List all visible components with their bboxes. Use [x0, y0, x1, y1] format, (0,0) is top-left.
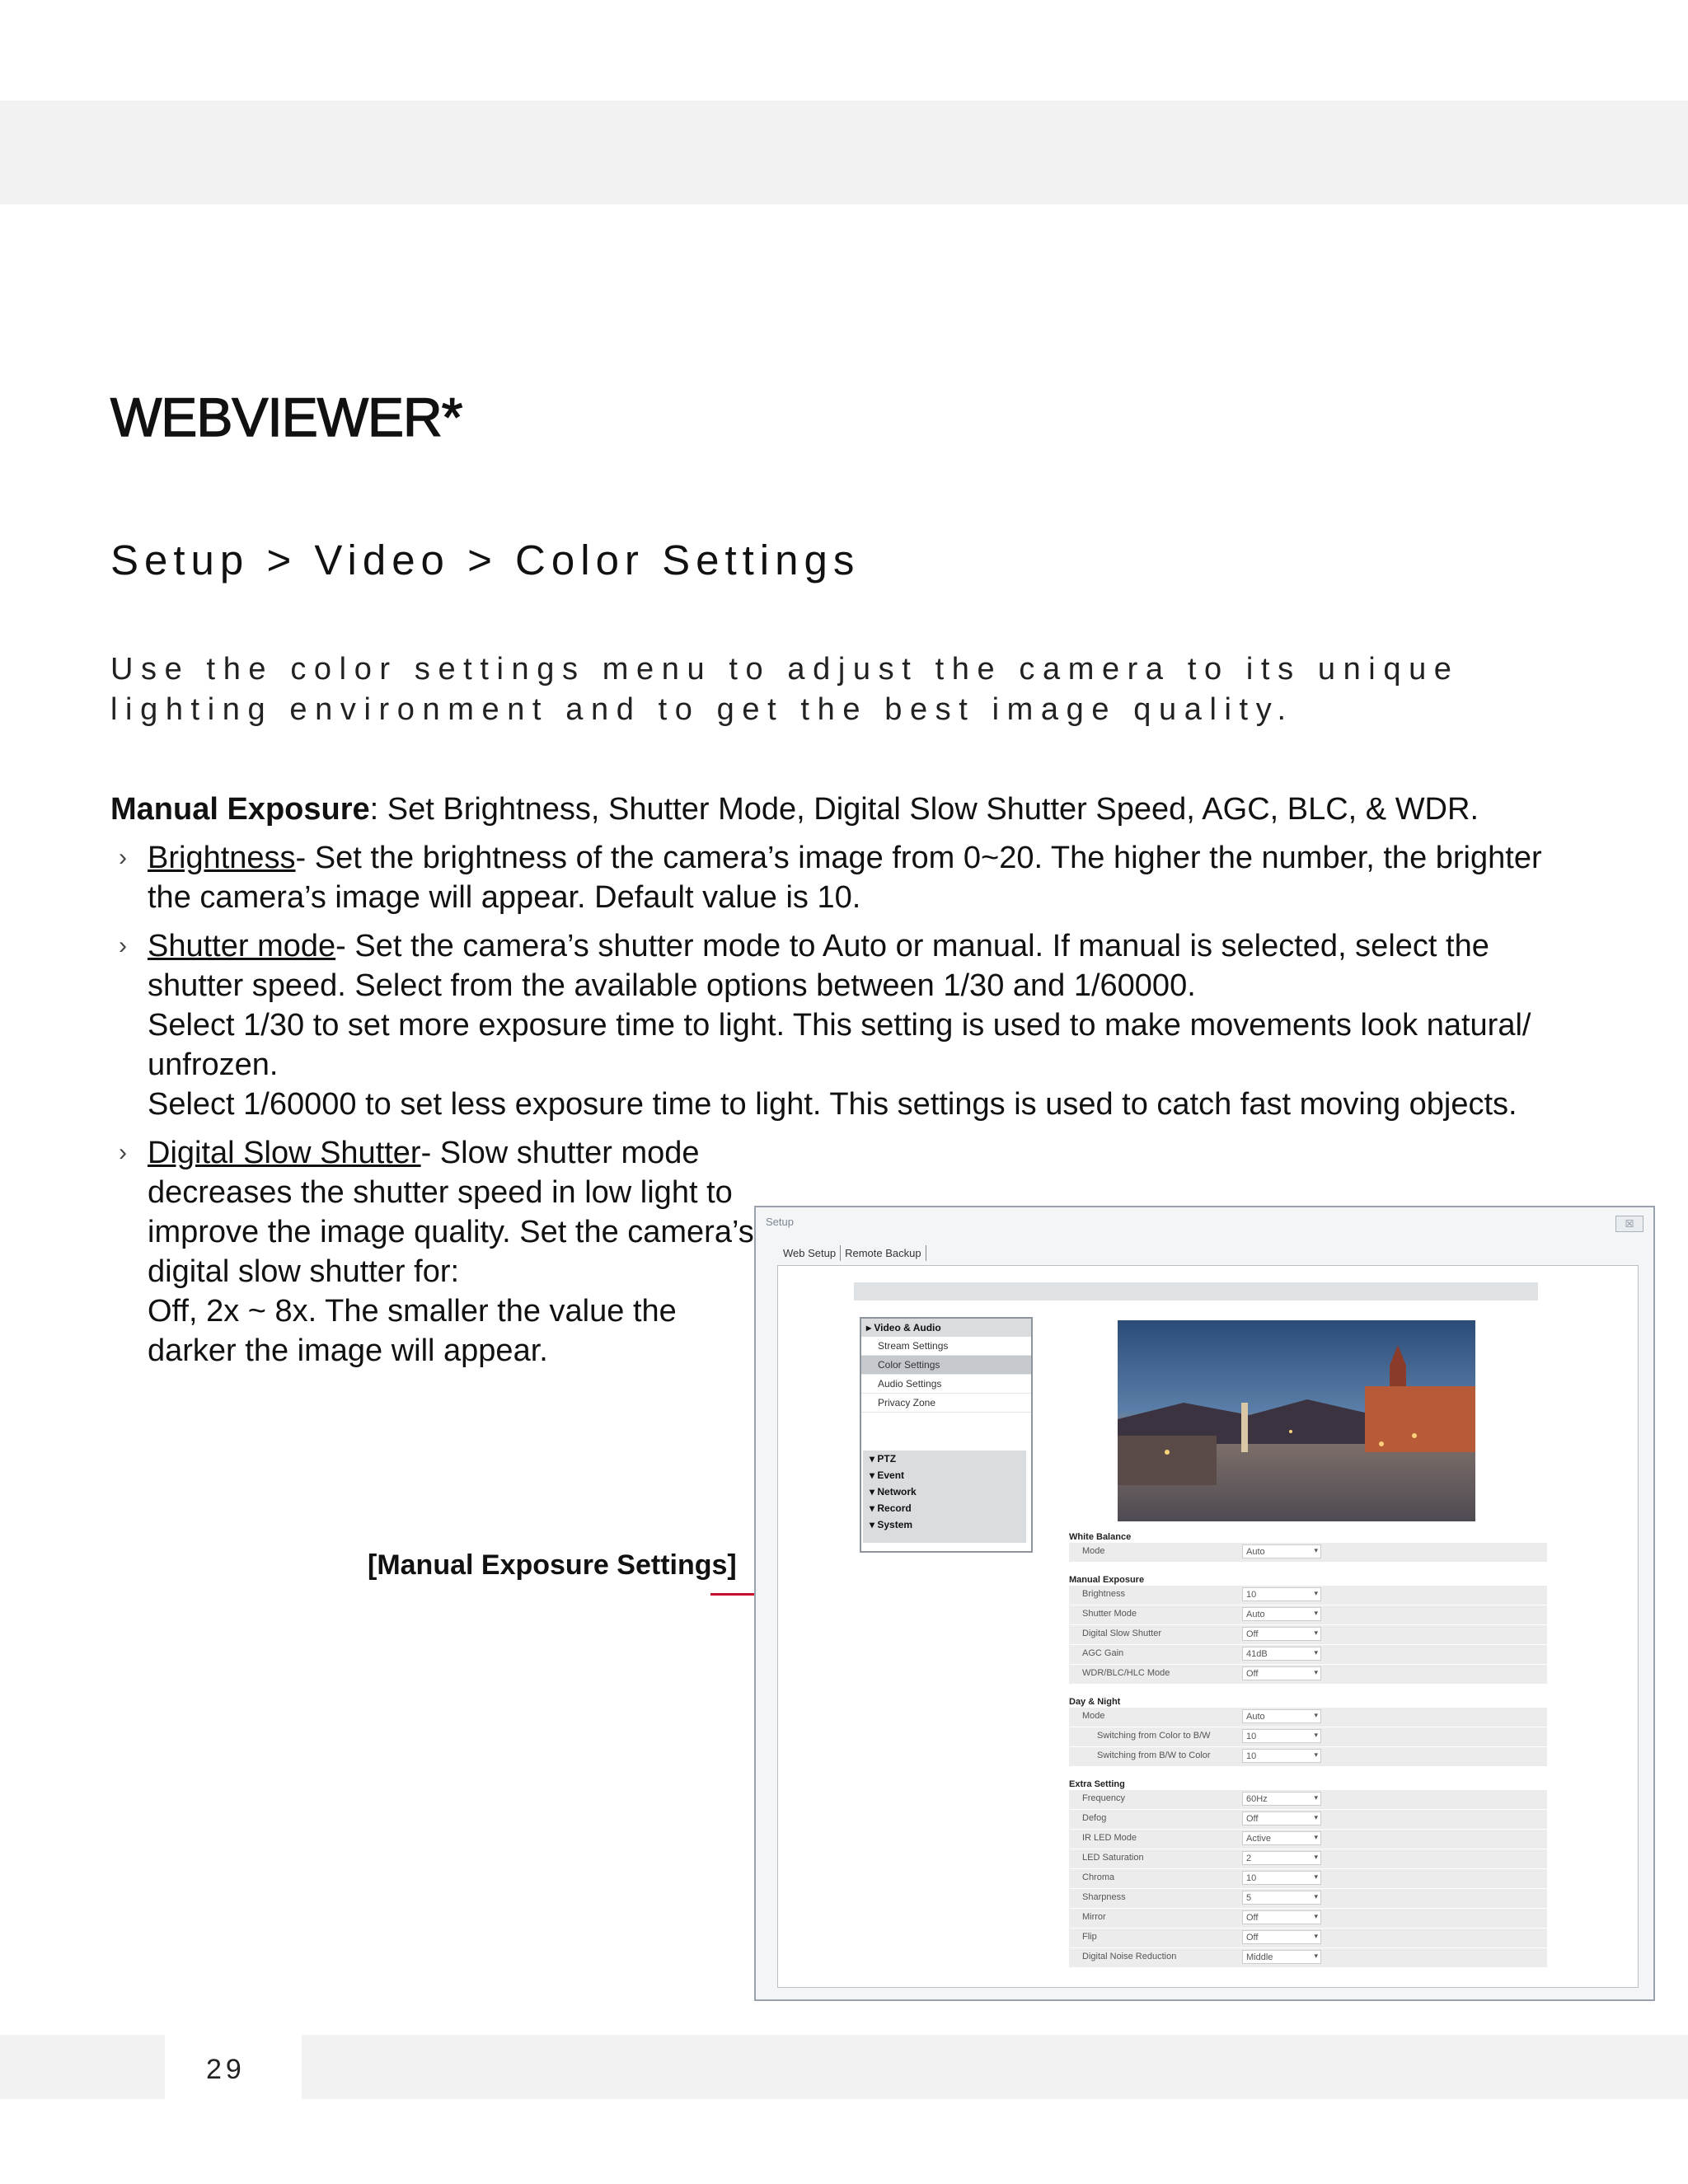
dropdown-icon: ▾ [1314, 1629, 1318, 1637]
group-day-night: Day & Night [1069, 1697, 1121, 1707]
setting-select[interactable] [1242, 1544, 1321, 1558]
dropdown-icon: ▾ [1314, 1793, 1318, 1802]
callout-label: [Manual Exposure Settings] [368, 1549, 737, 1581]
intro-text: Use the color settings menu to adjust the camera to its unique lighting environment and to get the best image quality. [110, 652, 1460, 727]
setting-select[interactable] [1242, 1891, 1321, 1905]
menu-item-privacy-zone[interactable]: Privacy Zone [861, 1394, 1031, 1413]
setting-value: Auto [1246, 1547, 1265, 1557]
bullet-shutter-mode [110, 926, 1578, 1124]
setting-label: IR LED Mode [1082, 1833, 1137, 1843]
setting-label: Flip [1082, 1932, 1097, 1942]
setting-row [1069, 1929, 1547, 1947]
setting-value: Off [1246, 1814, 1259, 1824]
bullet-icon: › [119, 1139, 127, 1166]
setting-row [1069, 1543, 1547, 1562]
setting-label: Switching from Color to B/W [1097, 1731, 1211, 1741]
menu-section-video-audio[interactable]: ▸ Video & Audio [861, 1319, 1031, 1337]
window-title: Setup [766, 1216, 794, 1228]
bullet-extra: Off, 2x ~ 8x. The smaller the value the darker the image will appear. [148, 1294, 677, 1368]
menu-section-event[interactable]: ▾ Event [870, 1469, 905, 1481]
setting-select[interactable] [1242, 1811, 1321, 1825]
setting-value: Active [1246, 1834, 1271, 1844]
setting-select[interactable] [1242, 1950, 1321, 1964]
dropdown-icon: ▾ [1314, 1952, 1318, 1960]
setting-select[interactable] [1242, 1587, 1321, 1601]
dropdown-icon: ▾ [1314, 1853, 1318, 1861]
setup-panel [777, 1265, 1639, 1988]
dropdown-icon: ▾ [1314, 1711, 1318, 1719]
setting-value: 2 [1246, 1854, 1252, 1863]
setting-value: Off [1246, 1933, 1259, 1943]
tab-bar [779, 1245, 926, 1261]
setting-row [1069, 1645, 1547, 1664]
bullet-text: - Set the brightness of the camera’s image from 0~20. The higher the number, the brighter the camera’s image will appear. Default value is 10. [148, 841, 1542, 915]
setting-row [1069, 1625, 1547, 1644]
dropdown-icon: ▾ [1314, 1609, 1318, 1617]
setting-row [1069, 1849, 1547, 1868]
setting-row [1069, 1727, 1547, 1746]
setting-row [1069, 1889, 1547, 1908]
menu-item-audio-settings[interactable]: Audio Settings [861, 1375, 1031, 1394]
dropdown-icon: ▾ [1314, 1750, 1318, 1759]
setup-window-screenshot [754, 1206, 1655, 2001]
setting-row [1069, 1909, 1547, 1928]
tab-remote-backup[interactable]: Remote Backup [841, 1245, 926, 1261]
manual-exposure-text: : Set Brightness, Shutter Mode, Digital Slow Shutter Speed, AGC, BLC, & WDR. [369, 792, 1479, 827]
setting-select[interactable] [1242, 1627, 1321, 1641]
color-settings-form [1069, 1530, 1547, 1968]
setting-value: 10 [1246, 1732, 1257, 1741]
footer-band-left [0, 2035, 165, 2099]
setting-select[interactable] [1242, 1792, 1321, 1806]
setting-label: Shutter Mode [1082, 1609, 1137, 1619]
dropdown-icon: ▾ [1314, 1731, 1318, 1739]
setting-value: Off [1246, 1669, 1259, 1679]
menu-section-record[interactable]: ▾ Record [870, 1502, 912, 1514]
close-icon[interactable]: ☒ [1615, 1216, 1643, 1232]
setting-label: LED Saturation [1082, 1853, 1144, 1863]
group-manual-exposure: Manual Exposure [1069, 1575, 1145, 1585]
dropdown-icon: ▾ [1314, 1833, 1318, 1841]
setting-label: WDR/BLC/HLC Mode [1082, 1668, 1170, 1678]
bullet-term: Brightness [148, 841, 296, 875]
setting-row [1069, 1708, 1547, 1727]
setting-select[interactable] [1242, 1607, 1321, 1621]
manual-exposure-label: Manual Exposure [110, 792, 370, 827]
setting-label: Frequency [1082, 1793, 1125, 1803]
bullet-brightness [110, 838, 1578, 917]
bullet-icon: › [119, 844, 127, 871]
setting-row [1069, 1586, 1547, 1605]
section-title: Setup > Video > Color Settings [110, 537, 860, 583]
setting-row [1069, 1747, 1547, 1766]
setting-label: Sharpness [1082, 1892, 1126, 1902]
setting-row [1069, 1790, 1547, 1809]
setting-select[interactable] [1242, 1930, 1321, 1944]
bullet-extra: Select 1/60000 to set less exposure time to light. This settings is used to catch fast moving objects. [148, 1087, 1517, 1122]
bullet-digital-slow-shutter [110, 1133, 774, 1371]
setting-label: Digital Slow Shutter [1082, 1629, 1161, 1638]
bullet-text: - Set the camera’s shutter mode to Auto or manual. If manual is selected, select the shutter speed. Select from the available options between 1/30 and 1/60000. [148, 929, 1489, 1003]
setting-label: Mode [1082, 1546, 1105, 1556]
setting-value: Auto [1246, 1610, 1265, 1619]
camera-preview-image [1118, 1320, 1475, 1521]
setting-value: Off [1246, 1913, 1259, 1923]
setting-label: Mode [1082, 1711, 1105, 1721]
setting-select[interactable] [1242, 1831, 1321, 1845]
menu-section-system[interactable]: ▾ System [870, 1519, 913, 1530]
setting-select[interactable] [1242, 1729, 1321, 1743]
setting-select[interactable] [1242, 1910, 1321, 1924]
setting-label: Switching from B/W to Color [1097, 1750, 1211, 1760]
setting-row [1069, 1869, 1547, 1888]
dropdown-icon: ▾ [1314, 1668, 1318, 1676]
dropdown-icon: ▾ [1314, 1872, 1318, 1881]
manual-exposure-lead [110, 790, 1578, 829]
group-extra-setting: Extra Setting [1069, 1779, 1125, 1789]
setting-select[interactable] [1242, 1851, 1321, 1865]
group-white-balance: White Balance [1069, 1532, 1132, 1542]
footer-band-right [302, 2035, 1688, 2099]
page-number: 29 [206, 2054, 246, 2085]
setting-label: Brightness [1082, 1589, 1125, 1599]
setting-value: 41dB [1246, 1649, 1268, 1659]
setup-menu [860, 1317, 1033, 1553]
bullet-term: Digital Slow Shutter [148, 1136, 421, 1170]
setting-label: AGC Gain [1082, 1648, 1124, 1658]
dropdown-icon: ▾ [1314, 1912, 1318, 1920]
setting-select[interactable] [1242, 1666, 1321, 1680]
setting-value: Middle [1246, 1952, 1273, 1962]
setting-select[interactable] [1242, 1647, 1321, 1661]
setting-row [1069, 1810, 1547, 1829]
bullet-extra: Select 1/30 to set more exposure time to light. This setting is used to make movements look natural/ unfrozen. [148, 1008, 1531, 1082]
setting-label: Digital Noise Reduction [1082, 1952, 1177, 1961]
setting-value: Off [1246, 1629, 1259, 1639]
setting-value: 10 [1246, 1751, 1257, 1761]
setting-row [1069, 1948, 1547, 1967]
setting-label: Chroma [1082, 1872, 1115, 1882]
setting-label: Mirror [1082, 1912, 1106, 1922]
menu-section-ptz[interactable]: ▾ PTZ [870, 1453, 897, 1465]
menu-sections [863, 1451, 1026, 1543]
menu-section-network[interactable]: ▾ Network [870, 1486, 917, 1497]
dropdown-icon: ▾ [1314, 1813, 1318, 1821]
setting-row [1069, 1665, 1547, 1684]
bullet-text: - Slow shutter mode decreases the shutter speed in low light to improve the image quality. Set the camera’s digital slow shutter for: [148, 1136, 754, 1289]
setting-label: Defog [1082, 1813, 1107, 1823]
header-band [0, 101, 1688, 204]
tab-web-setup[interactable]: Web Setup [779, 1245, 841, 1261]
setting-select[interactable] [1242, 1709, 1321, 1723]
page-title: WEBVIEWER* [110, 387, 462, 448]
setting-select[interactable] [1242, 1871, 1321, 1885]
bullet-term: Shutter mode [148, 929, 336, 963]
setting-value: 60Hz [1246, 1794, 1268, 1804]
dropdown-icon: ▾ [1314, 1589, 1318, 1597]
dropdown-icon: ▾ [1314, 1546, 1318, 1554]
bullet-icon: › [119, 932, 127, 959]
menu-item-color-settings[interactable]: Color Settings [861, 1356, 1031, 1375]
setting-row [1069, 1605, 1547, 1624]
menu-item-stream-settings[interactable]: Stream Settings [861, 1337, 1031, 1356]
setting-select[interactable] [1242, 1749, 1321, 1763]
dropdown-icon: ▾ [1314, 1648, 1318, 1657]
setting-value: 10 [1246, 1873, 1257, 1883]
setting-value: 10 [1246, 1590, 1257, 1600]
panel-header-bar [854, 1282, 1538, 1301]
dropdown-icon: ▾ [1314, 1892, 1318, 1900]
setting-value: Auto [1246, 1712, 1265, 1722]
setting-value: 5 [1246, 1893, 1252, 1903]
dropdown-icon: ▾ [1314, 1932, 1318, 1940]
setting-row [1069, 1830, 1547, 1849]
